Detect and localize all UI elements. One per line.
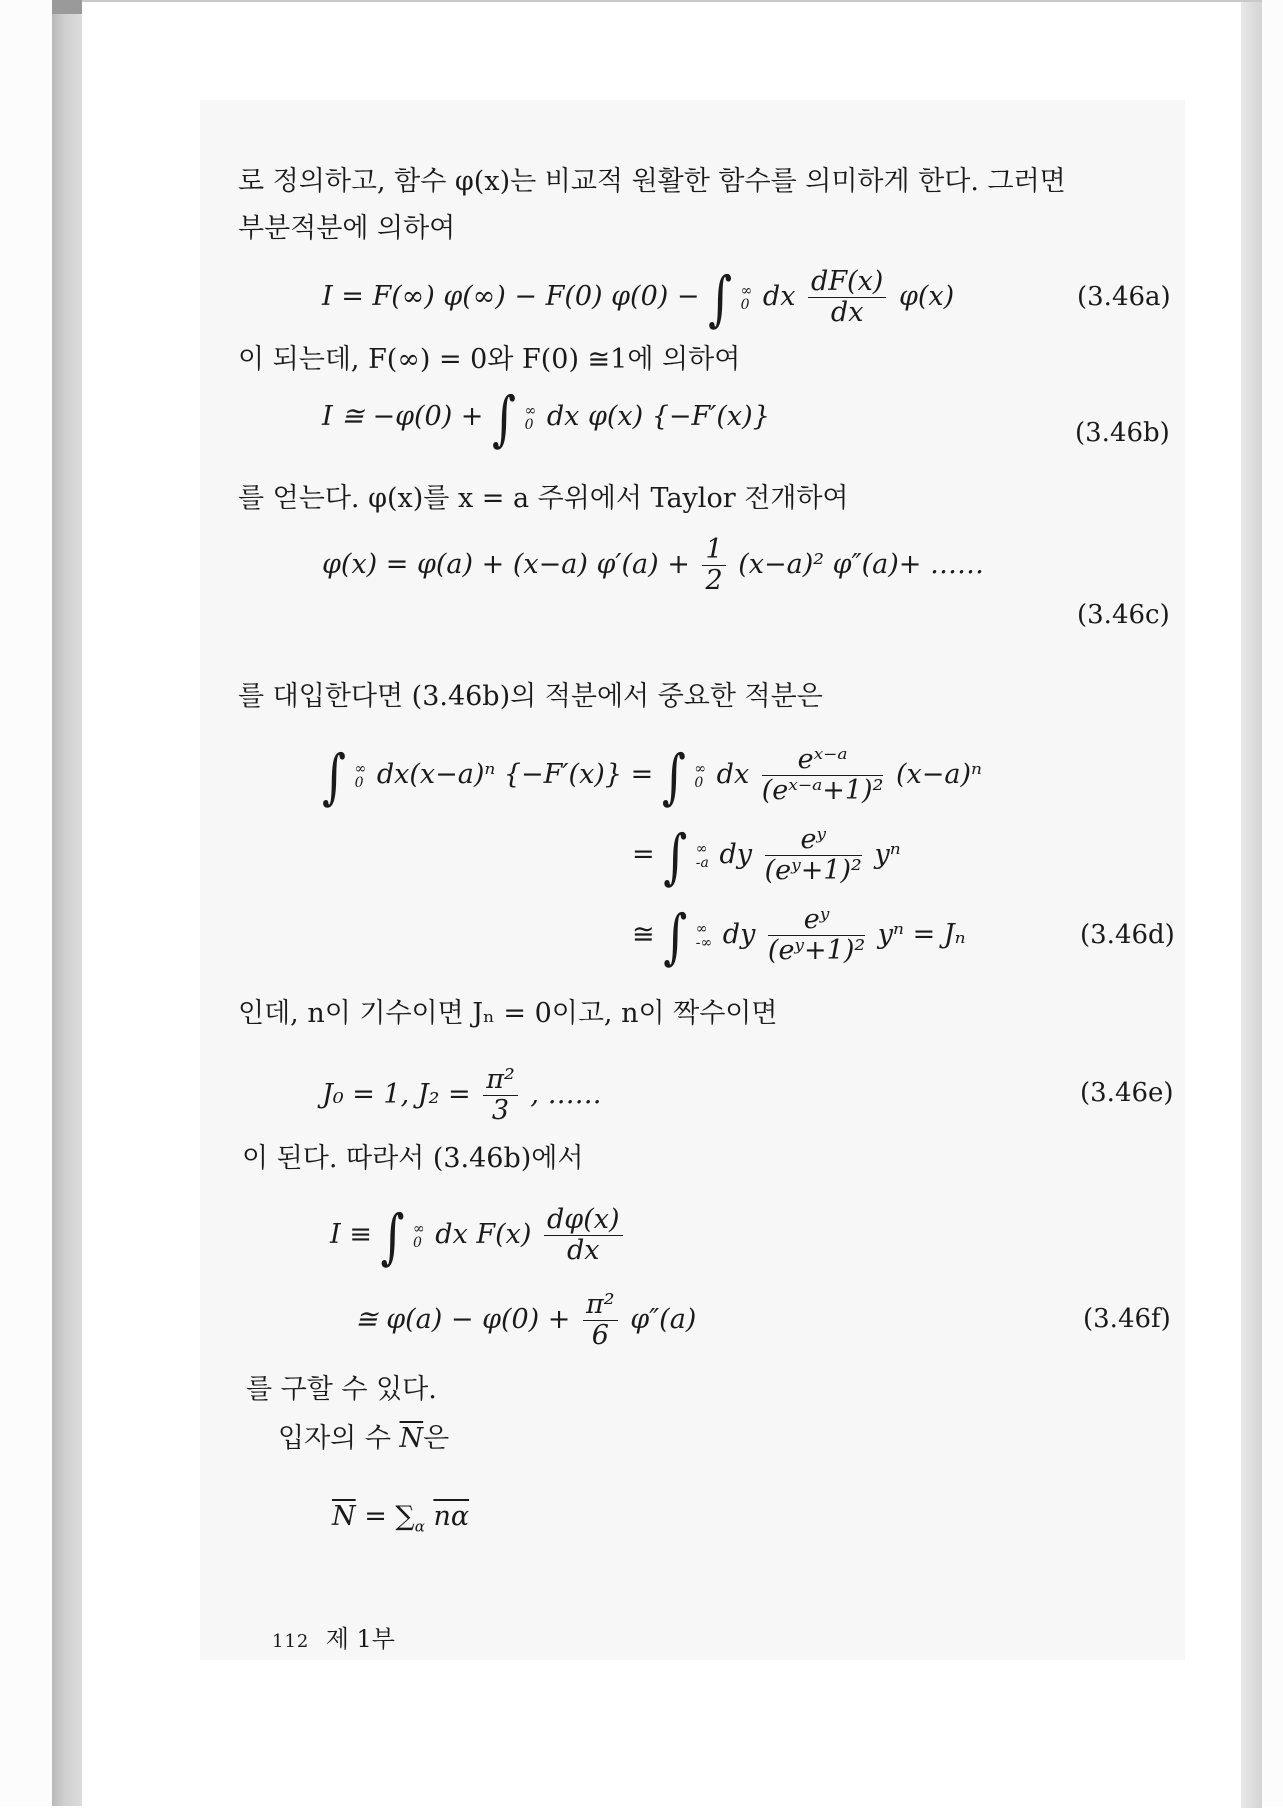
body-line-3: 이 되는데, F(∞) = 0와 F(0) ≅1에 의하여 xyxy=(238,344,741,375)
eq-g-lhs: $\overline{N}$ xyxy=(332,1501,356,1532)
eq-number-3-46a: (3.46a) xyxy=(1077,282,1171,312)
eq-e-head: J₀ = 1, J₂ = xyxy=(322,1079,471,1110)
page-number: 112 xyxy=(272,1631,310,1652)
page-edge xyxy=(1241,2,1262,1808)
eq-f1-lower: 0 xyxy=(413,1234,422,1251)
equation-3-46a xyxy=(322,262,955,333)
eq-f2-head: ≅ φ(a) − φ(0) + xyxy=(355,1304,571,1335)
eq-g-eq: = ∑ xyxy=(364,1501,415,1532)
eq-d3-lower: -∞ xyxy=(695,934,713,951)
equation-3-46f-line1 xyxy=(330,1200,627,1275)
eq-d2-limits xyxy=(696,842,709,870)
eq-g-sub: α xyxy=(414,1517,425,1536)
equation-3-46d-line1 xyxy=(322,740,982,815)
book-spine xyxy=(52,0,83,1806)
eq-f1-num: dφ(x) xyxy=(544,1205,622,1236)
eq-d1-den: (eˣ⁻ᵃ+1)² xyxy=(761,775,884,806)
eq-e-fraction xyxy=(483,1065,518,1126)
eq-c-head: φ(x) = φ(a) + (x−a) φ′(a) + xyxy=(322,549,690,580)
equation-n-bar xyxy=(332,1500,469,1550)
eq-number-3-46e: (3.46e) xyxy=(1080,1078,1174,1108)
eq-d1-limits xyxy=(355,762,367,790)
eq-d1-dx: dx xyxy=(716,759,750,790)
eq-number-3-46f: (3.46f) xyxy=(1083,1304,1171,1334)
eq-c-den: 2 xyxy=(705,565,723,596)
equation-3-46e xyxy=(322,1065,602,1125)
eq-b-limits xyxy=(525,404,537,432)
eq-b-lower: 0 xyxy=(524,416,534,433)
eq-number-3-46d: (3.46d) xyxy=(1080,920,1175,950)
eq-d2-tail: yⁿ xyxy=(874,839,901,870)
eq-d2-eq: = xyxy=(632,839,655,870)
eq-f1-limits xyxy=(413,1222,425,1250)
eq-a-upper: ∞ xyxy=(740,282,753,299)
integral-icon: ∫ xyxy=(708,262,733,333)
footer-part-label: 제 1부 xyxy=(325,1625,395,1653)
eq-d1-fraction xyxy=(762,745,884,806)
eq-number-3-46b: (3.46b) xyxy=(1075,418,1170,448)
l9-post: 은 xyxy=(423,1423,450,1454)
integral-icon: ∫ xyxy=(663,820,688,891)
eq-d1-upper: ∞ xyxy=(354,760,367,777)
eq-b-head: I ≅ −φ(0) + xyxy=(322,401,484,432)
eq-d3-dy: dy xyxy=(722,919,756,950)
equation-3-46d-line2 xyxy=(632,820,901,895)
l9-var: $\overline{N}$ xyxy=(399,1423,424,1454)
eq-g-rhs: $\overline{n\alpha}$ xyxy=(433,1501,470,1532)
integral-icon: ∫ xyxy=(380,1200,405,1271)
eq-f1-upper: ∞ xyxy=(413,1220,425,1237)
eq-a-den: dx xyxy=(830,297,864,328)
eq-a-lower: 0 xyxy=(740,296,750,313)
eq-d3-limits xyxy=(696,922,712,950)
eq-b-tail: dx φ(x) {−F′(x)} xyxy=(546,401,770,432)
eq-f1-head: I ≡ xyxy=(330,1219,372,1250)
eq-e-den: 3 xyxy=(491,1095,510,1126)
body-line-4: 를 얻는다. φ(x)를 x = a 주위에서 Taylor 전개하여 xyxy=(238,483,849,514)
eq-d2-lower: -a xyxy=(695,854,709,871)
eq-a-fraction xyxy=(808,267,886,328)
eq-d3-eq: ≅ xyxy=(632,919,655,950)
body-line-9 xyxy=(278,1422,449,1456)
l9-pre: 입자의 수 xyxy=(278,1423,391,1454)
body-line-6: 인데, n이 기수이면 Jₙ = 0이고, n이 짝수이면 xyxy=(238,998,778,1029)
body-line-2: 부분적분에 의하여 xyxy=(238,213,456,244)
eq-d3-den: (eʸ+1)² xyxy=(767,935,866,966)
equation-3-46f-line2 xyxy=(355,1290,696,1350)
eq-e-num: π² xyxy=(483,1065,518,1096)
integral-icon: ∫ xyxy=(322,740,346,811)
eq-f2-fraction xyxy=(583,1290,618,1351)
eq-a-tail: φ(x) xyxy=(898,281,955,312)
equation-3-46b xyxy=(322,382,770,460)
eq-a-dx: dx xyxy=(762,281,796,312)
integral-icon: ∫ xyxy=(663,900,688,971)
body-line-5: 를 대입한다면 (3.46b)의 적분에서 중요한 적분은 xyxy=(238,681,823,712)
eq-d1-num: eˣ⁻ᵃ xyxy=(762,745,884,776)
eq-a-main: I = F(∞) φ(∞) − F(0) φ(0) − xyxy=(322,281,700,312)
eq-f1-den: dx xyxy=(567,1235,600,1266)
eq-f1-fraction xyxy=(544,1205,622,1266)
eq-d2-num: eʸ xyxy=(765,825,862,856)
eq-c-num: 1 xyxy=(702,535,725,566)
eq-a-num: dF(x) xyxy=(808,267,886,298)
eq-d3-upper: ∞ xyxy=(695,920,708,937)
body-line-7: 이 된다. 따라서 (3.46b)에서 xyxy=(242,1143,584,1174)
equation-3-46d-line3 xyxy=(632,900,966,975)
eq-d1-r-upper: ∞ xyxy=(694,760,707,777)
equation-3-46c xyxy=(322,535,984,595)
eq-d3-tail: yⁿ = Jₙ xyxy=(877,919,966,950)
eq-d2-den: (eʸ+1)² xyxy=(764,855,862,886)
eq-d1-r-limits xyxy=(694,762,706,790)
eq-f2-num: π² xyxy=(583,1290,618,1321)
eq-f1-mid: dx F(x) xyxy=(435,1219,532,1250)
eq-d3-num: eʸ xyxy=(768,905,865,936)
eq-f2-den: 6 xyxy=(591,1320,609,1351)
eq-b-upper: ∞ xyxy=(524,402,537,419)
eq-d2-fraction xyxy=(765,825,862,886)
body-line-8: 를 구할 수 있다. xyxy=(246,1374,437,1405)
footer xyxy=(272,1622,395,1659)
eq-d2-dy: dy xyxy=(719,839,752,870)
eq-d3-fraction xyxy=(768,905,865,966)
integral-icon: ∫ xyxy=(492,382,516,453)
book-spine-top xyxy=(52,0,82,14)
eq-c-fraction xyxy=(702,535,725,596)
eq-d1-r-lower: 0 xyxy=(694,774,704,791)
eq-d1-left: dx(x−a)ⁿ {−F′(x)} = xyxy=(376,759,654,790)
eq-number-3-46c: (3.46c) xyxy=(1077,600,1170,630)
eq-d1-tail: (x−a)ⁿ xyxy=(896,759,982,790)
eq-d2-upper: ∞ xyxy=(695,840,708,857)
body-line-1: 로 정의하고, 함수 φ(x)는 비교적 원활한 함수를 의미하게 한다. 그러면 xyxy=(238,166,1066,197)
eq-c-tail: (x−a)² φ″(a)+ …… xyxy=(738,549,985,580)
eq-f2-tail: φ″(a) xyxy=(630,1304,697,1335)
eq-a-limits xyxy=(741,284,753,312)
eq-e-tail: , …… xyxy=(530,1079,602,1110)
integral-icon: ∫ xyxy=(661,740,686,811)
eq-d1-lower: 0 xyxy=(354,774,364,791)
